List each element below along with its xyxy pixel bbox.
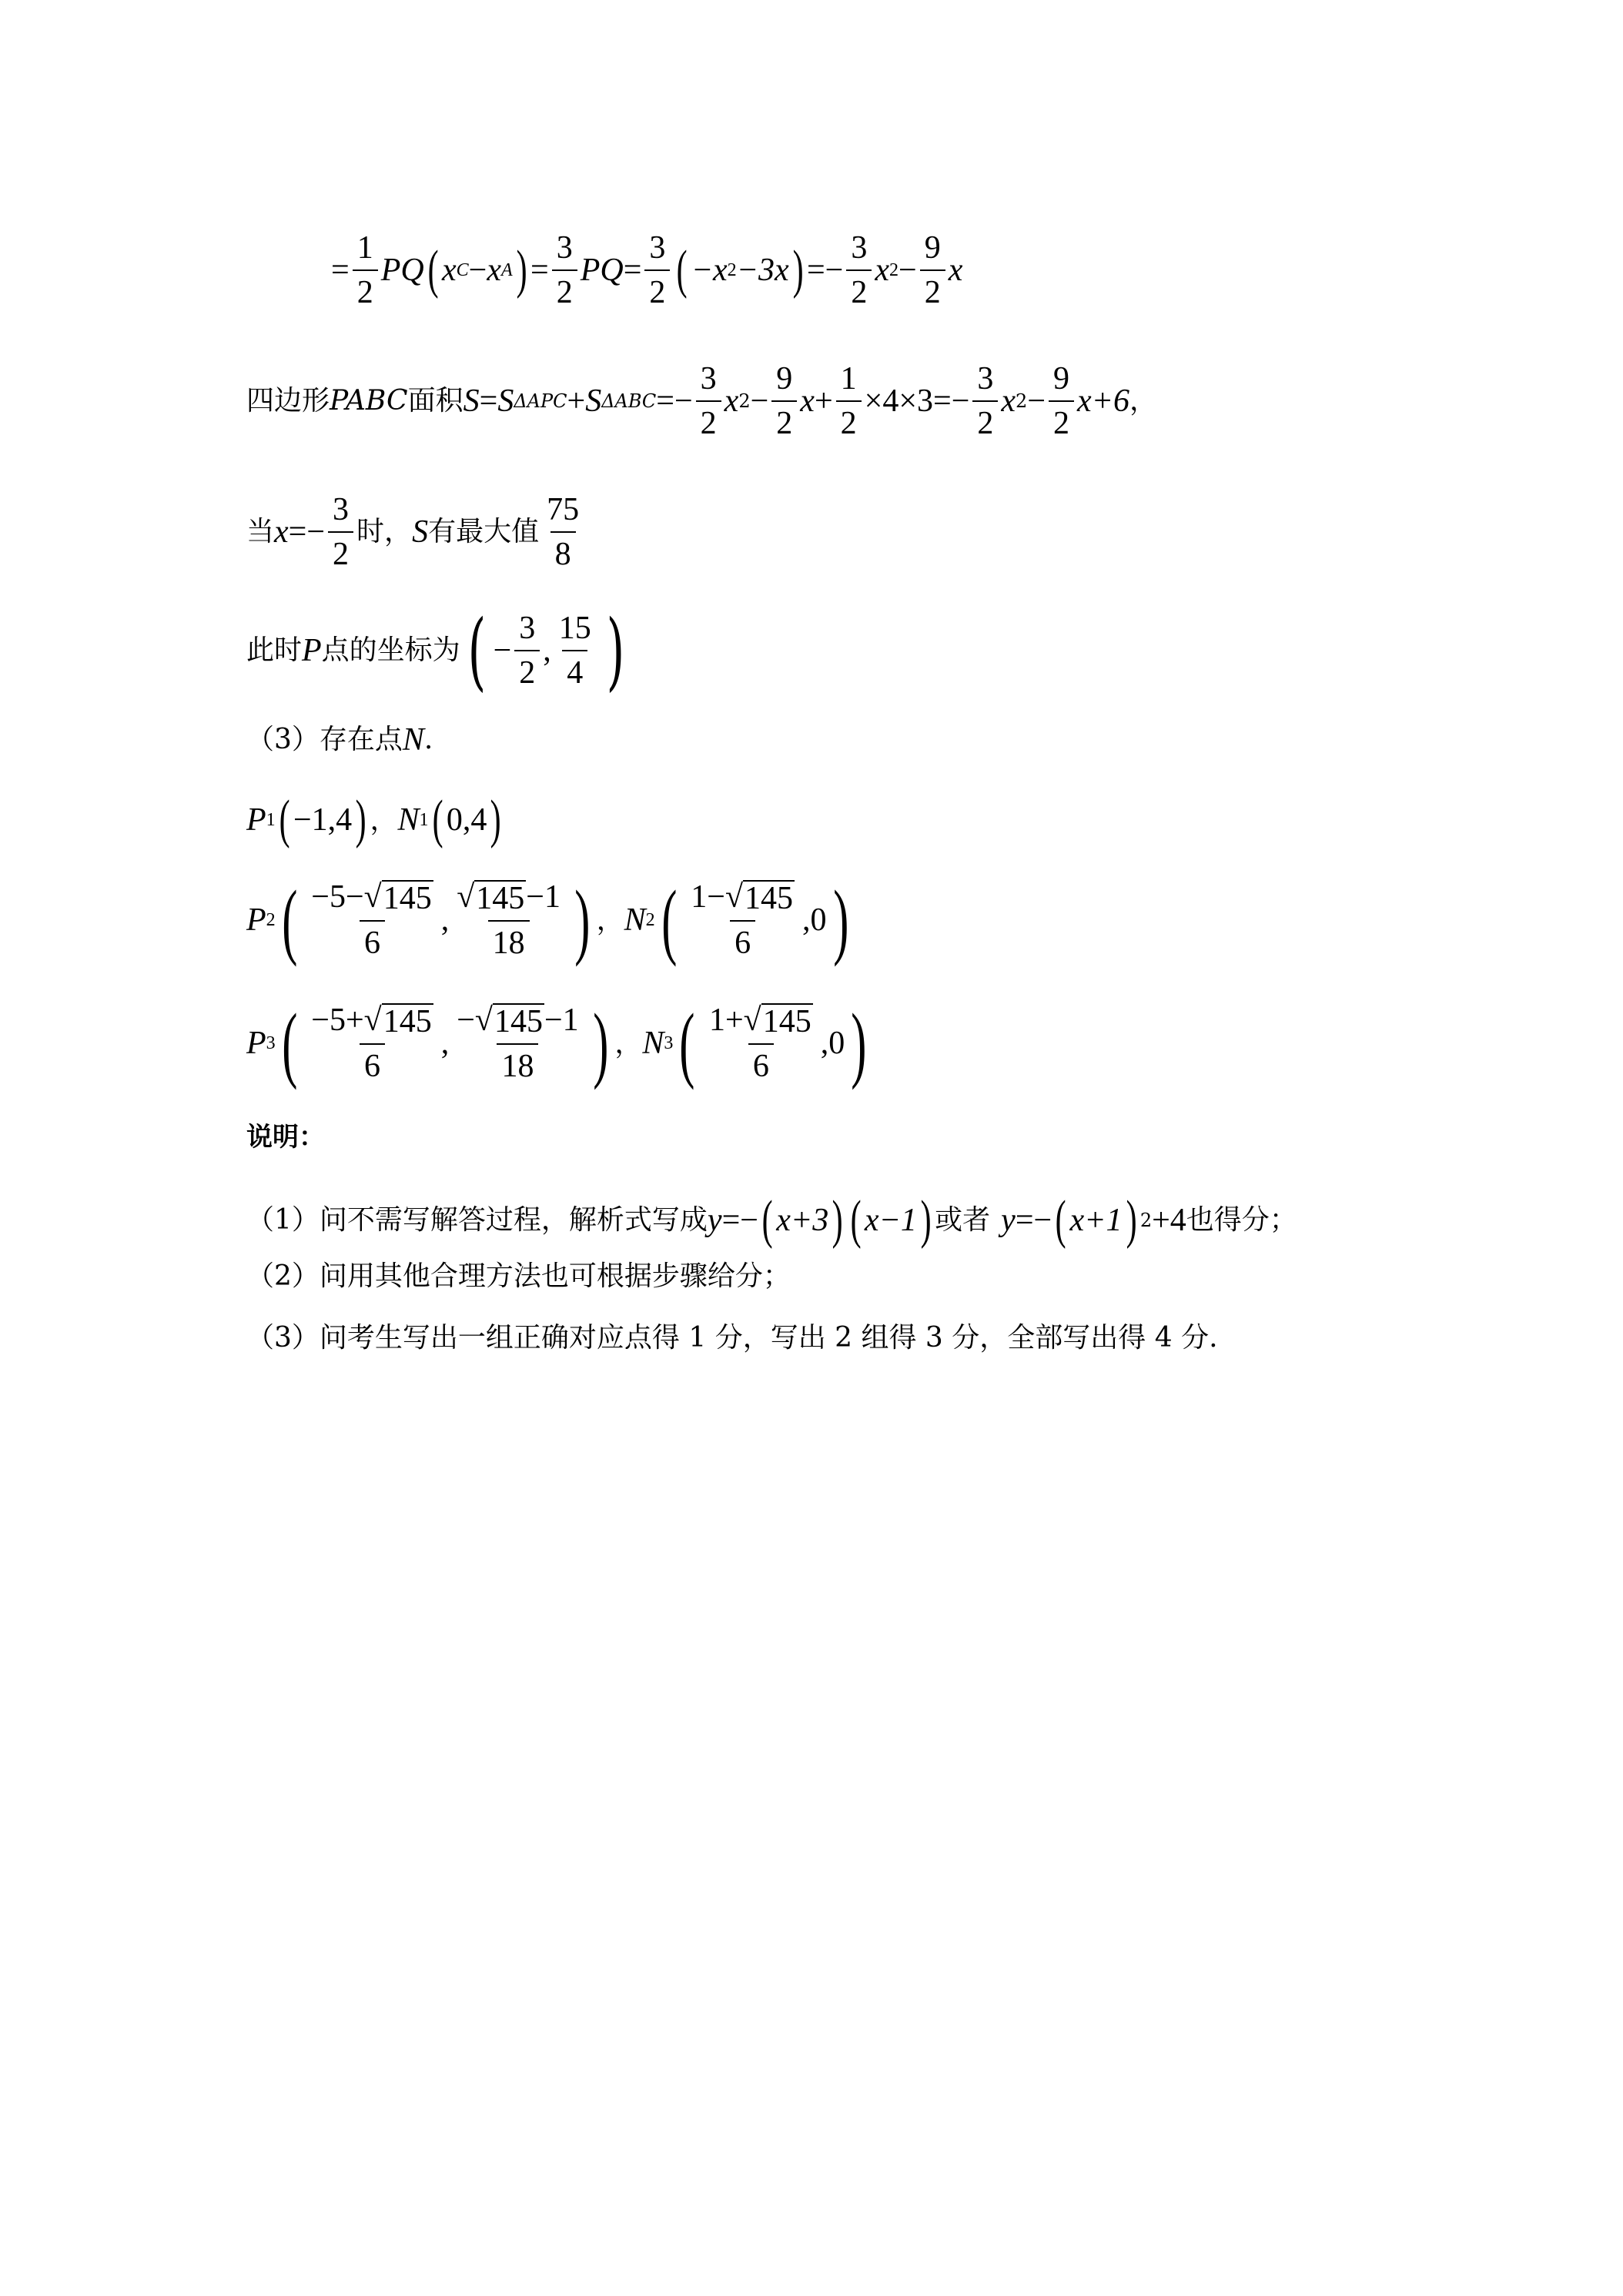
paren-close: ) (516, 240, 527, 300)
equation-line-2: 四边形 PABC 面积 S = S ΔAPC + S ΔABC =− $\frac{3}{2}$ x 2 − $\frac{9}{2}$ x + $\frac{1}{2}$ ×4×3 =− $\frac{3}{2}$ x 2 − $\frac{9}{2}$ x+6 ， (246, 361, 1158, 442)
fraction: $\frac{1}{2}$ (353, 231, 378, 310)
note-3: （3）问考生写出一组正确对应点得 1 分，写出 2 组得 3 分，全部写出得 4 分. (246, 1322, 1218, 1354)
math-text: = (331, 253, 350, 289)
point-pair-1: P 1 ( −1,4 ) ， N 1 ( 0,4 ) (246, 790, 501, 849)
point-pair-2: P 2 ( −5−√ 145 6 , √ 145 −1 18 ) ， N 2 ( 1−√ 145 6 ,0 ) (246, 873, 848, 967)
text: 四边形 (246, 385, 330, 417)
part3-heading: （3）存在点 N . (246, 722, 433, 758)
paren-open: ( (427, 240, 439, 300)
math-text: PQ (380, 253, 424, 289)
equation-line-1: = $\frac{1}{2}$ PQ ( x C − x A ) = $\frac{3}{2}$ PQ = $\frac{3}{2}$ ( −x 2 −3x ) =− $\frac{3}{2}$ x 2 − $\frac{9}{2}$ x (331, 230, 963, 311)
equation-line-3: 当 x =− $\frac{3}{2}$ 时， S 有最大值 $\frac{75}{8}$ (246, 492, 580, 573)
note-2: （2）问用其他合理方法也可根据步骤给分； (246, 1260, 791, 1292)
point-pair-3: P 3 ( −5+√ 145 6 , −√ 145 −1 18 ) ， N 3 ( 1+√ 145 6 ,0 ) (246, 996, 867, 1090)
equation-line-4: 此时 P 点的坐标为 ( − $\frac{3}{2}$ , $\frac{15}{4}$ ) (246, 601, 625, 700)
math-text: PABC (330, 385, 408, 417)
note-1: （1）问不需写解答过程，解析式写成 y =− ( x+3 ) ( x−1 ) 或者 y =− ( x+1 ) 2 +4 也得分； (246, 1190, 1297, 1250)
text: 面积 (407, 385, 463, 417)
notes-title: 说明： (246, 1122, 325, 1153)
